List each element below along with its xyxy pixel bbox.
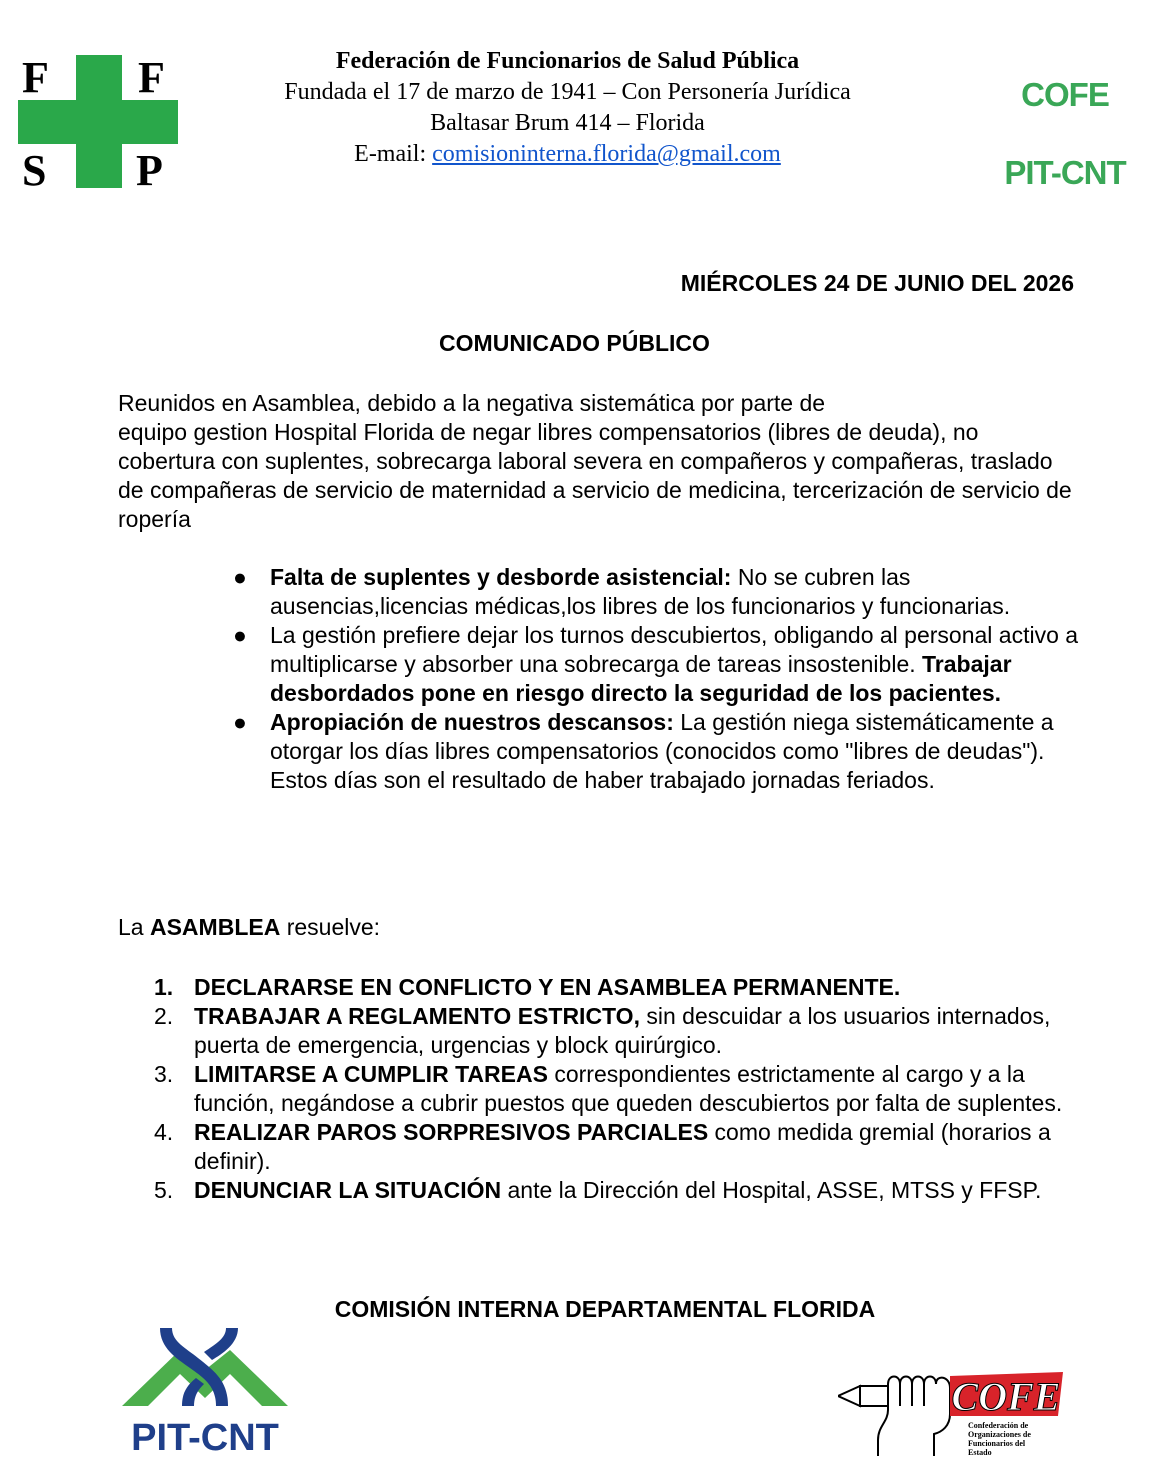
cofe-logo-subtitle: Funcionarios del [968, 1439, 1026, 1448]
item-bold: REALIZAR PAROS SORPRESIVOS PARCIALES [194, 1119, 709, 1145]
item-bold: DECLARARSE EN CONFLICTO Y EN ASAMBLEA PERMANENTE. [194, 974, 901, 1000]
bullet-text: La gestión prefiere dejar los turnos descubiertos, obligando al personal activo a multiplicarse y absorber una sobrecarga de tareas insostenible. [270, 622, 1079, 677]
cofe-logo-text: COFE [951, 1374, 1061, 1419]
signature-line: COMISIÓN INTERNA DEPARTAMENTAL FLORIDA [334, 1296, 876, 1322]
bullet-bold: Apropiación de nuestros descansos: [270, 709, 674, 735]
resolves-suffix: resuelve: [280, 914, 381, 940]
resolves-bold: ASAMBLEA [149, 914, 281, 940]
email-line [195, 139, 940, 170]
cofe-logo-subtitle: Confederación de [968, 1421, 1029, 1430]
address-line: Baltasar Brum 414 – Florida [430, 110, 705, 136]
bullet-text: No se cubren las ausencias,licencias médicas,los libres de los funcionarios y funcionarias. [270, 564, 1011, 619]
ffsp-logo [18, 55, 178, 188]
email-link[interactable]: comisioninterna.florida@gmail.com [432, 141, 781, 167]
resolution-list [154, 973, 1079, 1205]
item-text: como medida gremial (horarios a definir). [194, 1119, 1051, 1174]
bullet-marker: ● [233, 622, 247, 648]
resolves-line [118, 914, 380, 941]
list-item [233, 708, 1080, 795]
header-pitcnt-label: PIT-CNT [1004, 154, 1126, 191]
intro-rest: equipo gestion Hospital Florida de negar libres compensatorios (libres de deuda), no cobertura con suplentes, sobrecarga laboral severa en compañeros y compañeras, traslado de compañeras de servicio de maternidad a servicio de medicina, tercerización de servicio de ropería [118, 419, 1072, 532]
ffsp-logo-letter: P [136, 146, 163, 188]
intro-paragraph [118, 389, 1078, 534]
item-number: 4. [154, 1119, 174, 1145]
ffsp-logo-letter: F [22, 55, 49, 102]
pit-cnt-logo-text: PIT-CNT [131, 1417, 279, 1457]
date-line: MIÉRCOLES 24 DE JUNIO DEL 2026 [680, 270, 1074, 296]
bullet-bold: Falta de suplentes y desborde asistencial: [270, 564, 732, 590]
bullet-list [233, 563, 1080, 795]
list-item [154, 973, 1079, 1002]
intro-first-line: Reunidos en Asamblea, debido a la negativa sistemática por parte de [118, 390, 826, 416]
bullet-text: La gestión niega sistemáticamente a otorgar los días libres compensatorios (conocidos como "libres de deudas"). Estos días son el resultado de haber trabajado jornadas feriados. [270, 709, 1054, 793]
item-text: sin descuidar a los usuarios internados, puerta de emergencia, urgencias y block quirúrgico. [194, 1003, 1051, 1058]
header-cofe-label: COFE [1021, 76, 1109, 113]
document-title: COMUNICADO PÚBLICO [439, 330, 710, 356]
item-text: ante la Dirección del Hospital, ASSE, MTSS y FFSP. [501, 1177, 1042, 1203]
item-number: 2. [154, 1003, 174, 1029]
bullet-marker: ● [233, 564, 247, 590]
list-item [154, 1176, 1079, 1205]
founded-line: Fundada el 17 de marzo de 1941 – Con Personería Jurídica [284, 79, 851, 105]
cofe-logo-subtitle: Organizaciones de [968, 1430, 1031, 1439]
item-bold: TRABAJAR A REGLAMENTO ESTRICTO, [194, 1003, 640, 1029]
list-item [233, 621, 1080, 708]
bullet-bold: Trabajar desbordados pone en riesgo directo la seguridad de los pacientes. [270, 651, 1012, 706]
item-number: 5. [154, 1177, 174, 1203]
email-label: E-mail: [354, 141, 433, 167]
ffsp-logo-letter: S [22, 146, 47, 188]
cofe-logo-subtitle: Estado [968, 1448, 992, 1457]
list-item [154, 1002, 1079, 1060]
item-bold: DENUNCIAR LA SITUACIÓN [194, 1177, 502, 1203]
bullet-marker: ● [233, 709, 247, 735]
organization-name: Federación de Funcionarios de Salud Pública [335, 48, 800, 74]
list-item [154, 1060, 1079, 1118]
list-item [233, 563, 1080, 621]
item-bold: LIMITARSE A CUMPLIR TAREAS [194, 1061, 548, 1087]
item-text: correspondientes estrictamente al cargo y a la función, negándose a cubrir puestos que queden descubiertos por falta de suplentes. [194, 1061, 1063, 1116]
item-number: 1. [154, 974, 174, 1000]
cofe-logo [838, 1366, 1068, 1458]
resolves-prefix: La [118, 914, 150, 940]
letterhead [195, 46, 940, 170]
ffsp-logo-letter: F [138, 55, 165, 102]
item-number: 3. [154, 1061, 174, 1087]
list-item [154, 1118, 1079, 1176]
pit-cnt-logo [120, 1322, 290, 1457]
